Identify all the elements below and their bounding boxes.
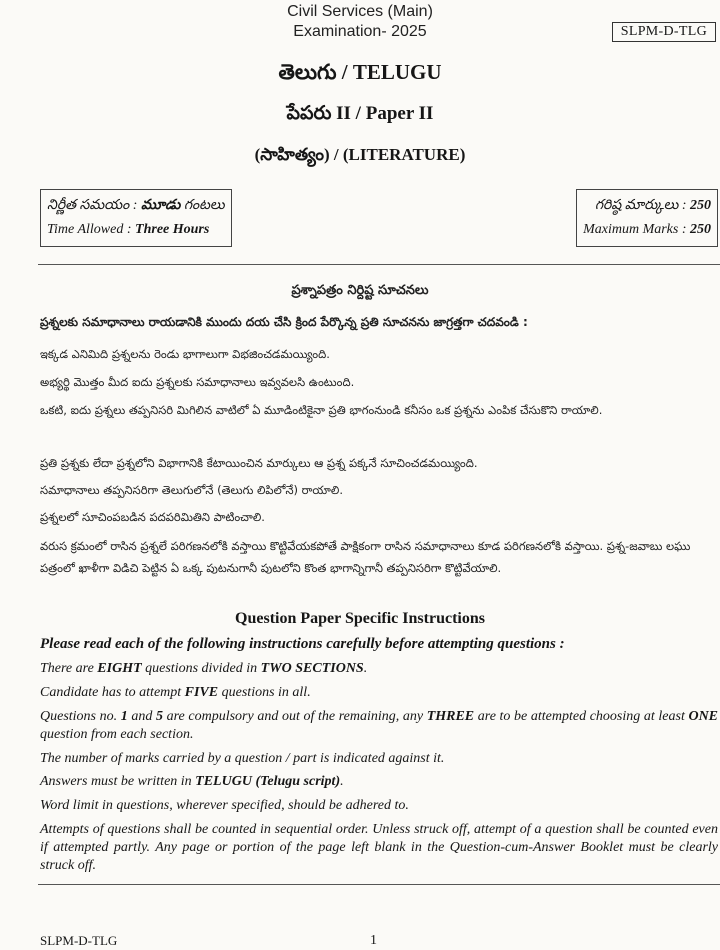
category-title: (సాహిత్యం) / (LITERATURE) xyxy=(254,145,466,164)
text-span: Questions no. xyxy=(40,709,121,724)
english-instructions-lead: Please read each of the following instructions carefully before attempting questions : xyxy=(40,636,565,652)
text-span: questions in all. xyxy=(218,685,311,700)
text-span: . xyxy=(363,661,368,676)
page-number: 1 xyxy=(370,933,377,948)
telugu-instructions-lead: ప్రశ్నలకు సమాధానాలు రాయడానికి ముందు దయ చేసి క్రింద పేర్కొన్న ప్రతి సూచనను జాగ్రత్తగా చదవండి : xyxy=(40,315,528,329)
time-label-te: నిర్ణీత సమయం : xyxy=(47,198,141,213)
telugu-instruction-item: అభ్యర్థి మొత్తం మీద ఐదు ప్రశ్నలకు సమాధానాలు ఇవ్వవలసి ఉంటుంది. xyxy=(40,375,355,389)
time-allowed-box xyxy=(40,189,232,247)
english-instruction-item xyxy=(40,708,718,744)
divider-bottom xyxy=(38,884,720,885)
text-span: questions divided in xyxy=(141,661,261,676)
maximum-marks-box xyxy=(576,189,718,247)
text-span: . xyxy=(340,774,344,789)
footer-paper-code: SLPM-D-TLG xyxy=(40,933,118,948)
marks-value-en: 250 xyxy=(690,222,711,237)
time-value-en: Three Hours xyxy=(135,222,210,237)
english-instruction-item: Attempts of questions shall be counted in sequential order. Unless struck off, attempt of a question shall be counted even if attempted partly. Any page or portion of the page left blank in the Question-cum-Answer Booklet must be clearly struck off. xyxy=(40,822,718,873)
marks-value-te: 250 xyxy=(690,198,711,213)
subject-title: తెలుగు / TELUGU xyxy=(278,60,442,84)
telugu-instruction-item: ఇక్కడ ఎనిమిది ప్రశ్నలను రెండు భాగాలుగా విభజించడమయ్యింది. xyxy=(40,347,330,361)
exam-title-line1: Civil Services (Main) xyxy=(287,3,433,20)
time-allowed-telugu xyxy=(47,194,225,218)
telugu-instructions-heading: ప్రశ్నాపత్రం నిర్దిష్ట సూచనలు xyxy=(291,283,429,298)
emphasis: 5 xyxy=(156,709,163,724)
telugu-instruction-item: వరుస క్రమంలో రాసిన ప్రశ్నలే పరిగణనలోకి వస్తాయి కొట్టివేయకపోతే పాక్షికంగా రాసిన సమాధానాలు కూడ పరిగణనలోకి వస్తాయి. ప్రశ్న-జవాబు లఘు పత్రంలో ఖాళీగా విడిచి పెట్టిన ఏ ఒక్క పుటనుగానీ పుటలోని కొంత భాగాన్నిగానీ తప్పనిసరిగా కొట్టివేయాలి. xyxy=(40,539,691,575)
text-span: Candidate has to attempt xyxy=(40,685,185,700)
paper-title: పేపరు II / Paper II xyxy=(286,103,434,124)
text-span: are compulsory and out of the remaining, any xyxy=(163,709,427,724)
telugu-instruction-item: ప్రశ్నలలో సూచింపబడిన పదపరిమితిని పాటించాలి. xyxy=(40,510,265,524)
emphasis: THREE xyxy=(426,709,475,724)
emphasis: FIVE xyxy=(184,685,219,700)
emphasis: EIGHT xyxy=(97,661,142,676)
text-span: question from each section. xyxy=(40,727,194,742)
telugu-instruction-item: సమాధానాలు తప్పనిసరిగా తెలుగులోనే (తెలుగు లిపిలోనే) రాయాలి. xyxy=(40,483,343,497)
exam-title-line2: Examination- 2025 xyxy=(293,23,427,40)
english-instruction-item: The number of marks carried by a question / part is indicated against it. xyxy=(40,751,445,766)
text-span: are to be attempted choosing at least xyxy=(474,709,689,724)
time-unit-te: గంటలు xyxy=(180,198,225,213)
text-span: There are xyxy=(40,661,98,676)
english-instruction-item xyxy=(40,684,718,702)
emphasis: TWO SECTIONS xyxy=(260,661,364,676)
emphasis: TELUGU (Telugu script) xyxy=(195,774,341,789)
english-instruction-item: Word limit in questions, wherever specified, should be adhered to. xyxy=(40,798,409,813)
english-instructions-heading: Question Paper Specific Instructions xyxy=(235,610,485,627)
telugu-instruction-item: ప్రతి ప్రశ్నకు లేదా ప్రశ్నలోని విభాగానికి కేటాయించిన మార్కులు ఆ ప్రశ్న పక్కనే సూచించడమయ్యింది. xyxy=(40,456,478,470)
max-marks-telugu xyxy=(583,194,711,218)
text-span: Answers must be written in xyxy=(40,774,196,789)
max-marks-english xyxy=(583,218,711,242)
time-value-te: మూడు xyxy=(140,198,181,213)
emphasis: 1 xyxy=(120,709,128,724)
marks-label-te: గరిష్ఠ మార్కులు : xyxy=(594,198,690,213)
divider-top xyxy=(38,264,720,265)
text-span: and xyxy=(127,709,156,724)
english-instruction-item xyxy=(40,773,718,791)
time-label-en: Time Allowed : xyxy=(47,222,136,237)
time-allowed-english xyxy=(47,218,225,242)
paper-code-box: SLPM-D-TLG xyxy=(612,22,716,42)
emphasis: ONE xyxy=(688,709,719,724)
marks-label-en: Maximum Marks : xyxy=(583,222,690,237)
english-instruction-item xyxy=(40,660,718,678)
telugu-instruction-item: ఒకటి, ఐదు ప్రశ్నలు తప్పనిసరి మిగిలిన వాటిలో ఏ మూడింటికైనా ప్రతి భాగంనుండి కనీసం ఒక ప్రశ్నను ఎంపిక చేసుకొని రాయాలి. xyxy=(40,403,603,417)
